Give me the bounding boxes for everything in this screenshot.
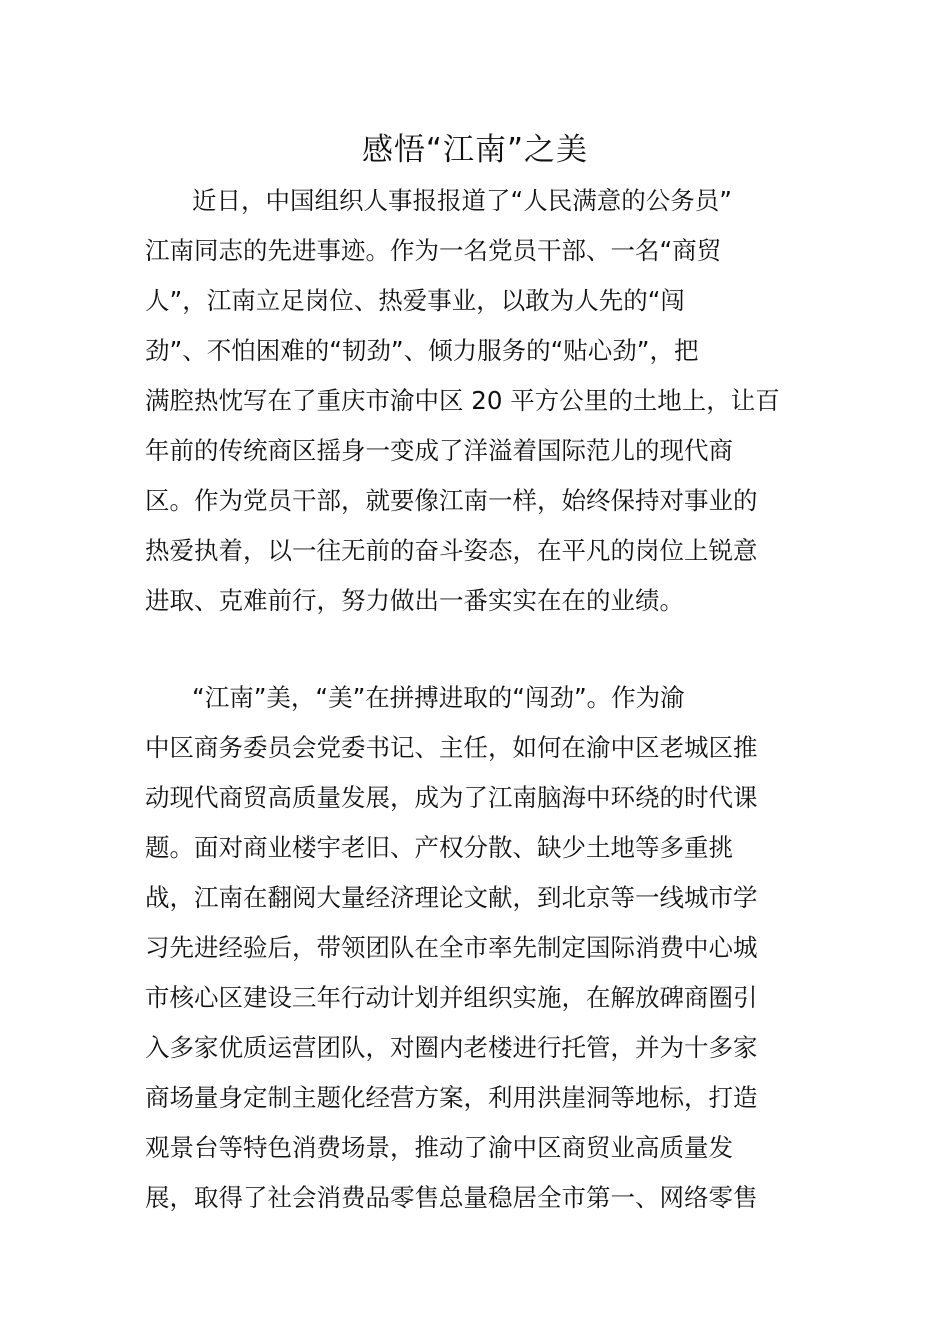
- paragraph-line: 热爱执着，以一往无前的奋斗姿态，在平凡的岗位上锐意: [145, 536, 758, 565]
- paragraph-line: 展，取得了社会消费品零售总量稳居全市第一、网络零售: [145, 1183, 758, 1212]
- paragraph-line: 观景台等特色消费场景，推动了渝中区商贸业高质量发: [145, 1133, 733, 1162]
- paragraph-line: 进取、克难前行，努力做出一番实实在在的业绩。: [145, 586, 684, 615]
- paragraph-1: [145, 176, 810, 626]
- paragraph-2: [145, 673, 810, 1223]
- paragraph-line: 商场量身定制主题化经营方案，利用洪崖洞等地标，打造: [145, 1083, 758, 1112]
- paragraph-line: 动现代商贸高质量发展，成为了江南脑海中环绕的时代课: [145, 783, 758, 812]
- paragraph-line: 江南同志的先进事迹。作为一名党员干部、一名“商贸: [145, 236, 722, 265]
- paragraph-line: 中区商务委员会党委书记、主任，如何在渝中区老城区推: [145, 733, 758, 762]
- paragraph-line: 战，江南在翻阅大量经济理论文献，到北京等一线城市学: [145, 883, 758, 912]
- paragraph-line: 近日，中国组织人事报报道了“人民满意的公务员”: [192, 186, 732, 215]
- paragraph-line: 入多家优质运营团队，对圈内老楼进行托管，并为十多家: [145, 1033, 758, 1062]
- document-title: 感悟“江南”之美: [361, 132, 589, 168]
- paragraph-line: 习先进经验后，带领团队在全市率先制定国际消费中心城: [145, 933, 758, 962]
- paragraph-line: 市核心区建设三年行动计划并组织实施，在解放碑商圈引: [145, 983, 758, 1012]
- paragraph-line: 劲”、不怕困难的“韧劲”、倾力服务的“贴心劲”，把: [145, 336, 699, 365]
- paragraph-line: 满腔热忱写在了重庆市渝中区 20 平方公里的土地上，让百: [145, 386, 780, 415]
- paragraph-line: 人”，江南立足岗位、热爱事业，以敢为人先的“闯: [145, 286, 685, 315]
- paragraph-line: 年前的传统商区摇身一变成了洋溢着国际范儿的现代商: [145, 436, 733, 465]
- paragraph-line: “江南”美，“美”在拼搏进取的“闯劲”。作为渝: [192, 683, 685, 712]
- paragraph-line: 区。作为党员干部，就要像江南一样，始终保持对事业的: [145, 486, 758, 515]
- paragraph-line: 题。面对商业楼宇老旧、产权分散、缺少土地等多重挑: [145, 833, 733, 862]
